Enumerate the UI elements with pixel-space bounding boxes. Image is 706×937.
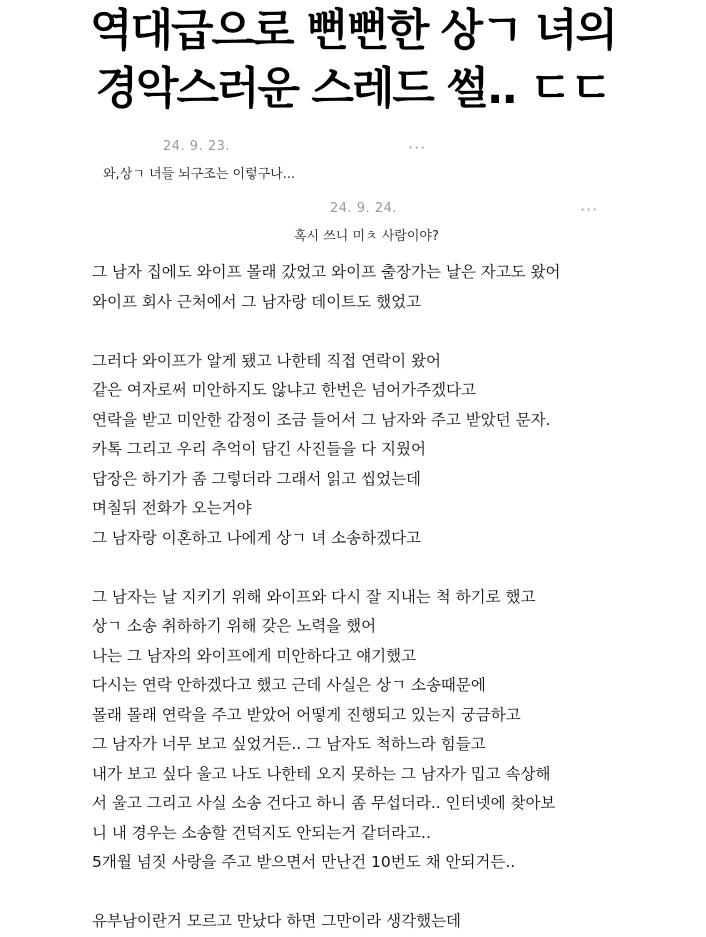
body-line: 상ㄱ 소송 취하하기 위해 갖은 노력을 했어 <box>92 617 377 635</box>
paragraph-break <box>92 878 692 908</box>
body-line: 그 남자 집에도 와이프 몰래 갔었고 와이프 출장가는 날은 자고도 왔어 <box>92 263 561 281</box>
body-line: 다시는 연락 안하겠다고 했고 근데 사실은 상ㄱ 소송때문에 <box>92 676 486 694</box>
body-line: 와이프 회사 근처에서 그 남자랑 데이트도 했었고 <box>92 292 422 311</box>
headline <box>0 2 706 118</box>
post-comment: 혹시 쓰니 미ㅊ 사람이야? <box>294 229 439 244</box>
body-line: 나는 그 남자의 와이프에게 미안하다고 얘기했고 <box>92 646 417 665</box>
body-line: 연락을 받고 미안한 감정이 조금 들어서 그 남자와 주고 받았던 문자. <box>92 410 551 429</box>
headline-line-2: 경악스러운 스레드 썰.. ㄷㄷ <box>95 63 611 114</box>
body-line: 며칠뒤 전화가 오는거야 <box>92 499 252 517</box>
body-line: 같은 여자로써 미안하지도 않냐고 한번은 넘어가주겠다고 <box>92 381 476 399</box>
body-line: 그 남자는 날 지키기 위해 와이프와 다시 잘 지내는 척 하기로 했고 <box>92 587 536 606</box>
post-date: 24. 9. 24. <box>330 201 398 216</box>
headline-line-1: 역대급으로 뻔뻔한 상ㄱ 녀의 <box>89 5 616 56</box>
body-line: 그 남자랑 이혼하고 나에게 상ㄱ 녀 소송하겠다고 <box>92 528 422 547</box>
body-line: 내가 보고 싶다 울고 나도 나한테 오지 못하는 그 남자가 밉고 속상해 <box>92 764 551 783</box>
body-line: 몰래 몰래 연락을 주고 받았어 어떻게 진행되고 있는지 궁금하고 <box>92 705 521 724</box>
body-line: 카톡 그리고 우리 추억이 담긴 사진들을 다 지웠어 <box>92 440 426 458</box>
paragraph-break <box>92 553 692 583</box>
body-line: 서 울고 그리고 사실 소송 건다고 하니 좀 무섭더라.. 인터넷에 찾아보 <box>92 794 556 812</box>
post-body <box>92 258 692 937</box>
body-line: 유부남이란거 모르고 만났다 하면 그만이라 생각했는데 <box>92 912 462 930</box>
post-date: 24. 9. 23. <box>163 139 231 154</box>
more-icon[interactable]: ··· <box>580 200 599 219</box>
body-line: 답장은 하기가 좀 그렇더라 그래서 읽고 씹었는데 <box>92 469 422 488</box>
body-line: 그러다 와이프가 알게 됐고 나한테 직접 연락이 왔어 <box>92 351 441 370</box>
body-line: 니 내 경우는 소송할 건덕지도 안되는거 같더라고.. <box>92 823 431 842</box>
more-icon[interactable]: ··· <box>408 138 427 157</box>
body-line: 그 남자가 너무 보고 싶었거든.. 그 남자도 척하느라 힘들고 <box>92 735 486 753</box>
body-line: 5개월 넘짓 사랑을 주고 받으면서 만난건 10번도 채 안되거든.. <box>92 853 516 871</box>
paragraph-break <box>92 317 692 347</box>
post-comment: 와,상ㄱ 녀들 뇌구조는 이렇구나... <box>103 167 296 182</box>
